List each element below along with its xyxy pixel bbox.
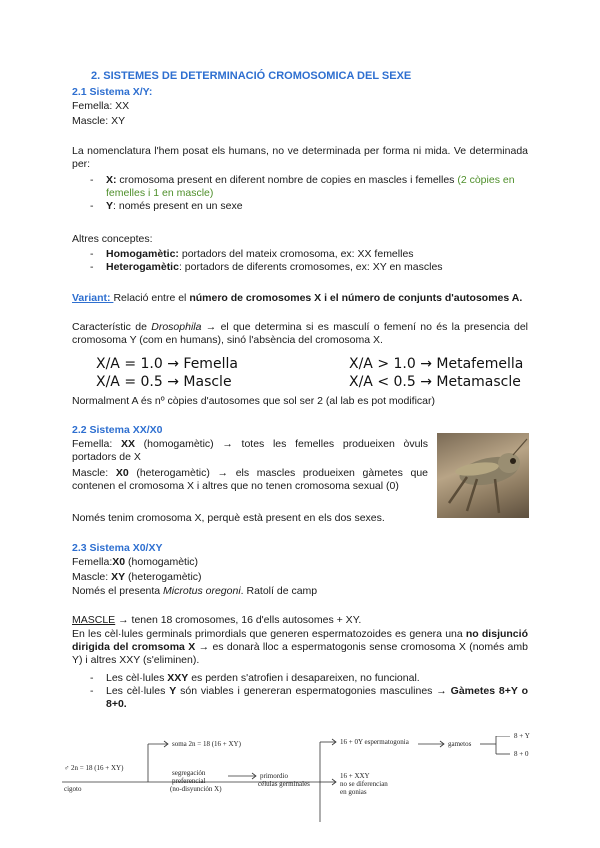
diagram-seg1: segregación [172, 769, 206, 777]
diagram-gametos: gametos [448, 740, 472, 748]
xy-definition-list [72, 174, 528, 213]
diagram-seg3: (no-disyunción X) [170, 785, 222, 793]
diagram-soma: soma 2n = 18 (16 + XY) [172, 740, 241, 748]
subsection-title-2-3: 2.3 Sistema X0/XY [72, 542, 163, 554]
subsection-title-2-1: 2.1 Sistema X/Y: [72, 86, 153, 98]
intro-paragraph: La nomenclatura l'hem posat els humans, no ve determinada per forma ni mida. Ve determinada per: [72, 145, 528, 170]
list-item: - Les cèl·lules XXY es perden s'atrofien i desapareixen, no funcional. [72, 672, 528, 685]
autosome-note: Normalment A és nº còpies d'autosomes que sol ser 2 (al lab es pot modificar) [72, 395, 436, 407]
x-label: X: [106, 174, 117, 186]
cells-list [72, 672, 528, 711]
femella-line: Femella: XX [72, 100, 130, 112]
spermatogenesis-diagram [60, 732, 550, 826]
s22-mascle: Mascle: X0 (heterogamètic) → els mascles produeixen gàmetes que contenen el cromosoma X i altres que no tenen cromosoma sexual (0) [72, 467, 428, 492]
diagram-xxy2: no se diferencian [340, 780, 388, 788]
grasshopper-photo [437, 433, 529, 518]
diagram-seg2: preferencial [172, 777, 206, 785]
section-heading: 2. SISTEMES DE DETERMINACIÓ CROMOSOMICA DEL SEXE [91, 70, 412, 82]
s22-note: Només tenim cromosoma X, perquè està present en els dos sexes. [72, 512, 385, 524]
y-label: Y [106, 200, 114, 212]
list-item: - Y: només present en un sexe [72, 200, 528, 213]
diagram-start: ♂ 2n = 18 (16 + XY) [64, 764, 124, 772]
drosophila-paragraph: Característic de Drosophila → el que determina si es masculí o femení no és la presencia del cromosoma Y (com en humans), sinó l'absència del cromosoma X. [72, 321, 528, 346]
formula-metamascle: X/A < 0.5 → Metamascle [349, 374, 521, 390]
s22-femella: Femella: XX (homogamètic) → totes les femelles produeixen òvuls portadors de X [72, 438, 428, 463]
list-item: - X: cromosoma present en diferent nombre de copies en mascles i femelles (2 còpies en femelles i 1 en mascle) [72, 174, 528, 200]
x-note: (2 còpies en femelles i 1 en mascle) [106, 174, 515, 199]
variant-paragraph: Variant: Relació entre el número de cromosomes X i el número de conjunts d'autosomes A. [72, 292, 523, 304]
diagram-xxy1: 16 + XXY [340, 772, 370, 780]
mascle-summary: MASCLE → tenen 18 cromosomes, 16 d'ells autosomes + XY. [72, 614, 362, 626]
formula-femella: X/A = 1.0 → Femella [96, 356, 238, 372]
diagram-g1: 8 + Y [514, 732, 530, 740]
s23-species: Només el presenta Microtus oregoni. Ratolí de camp [72, 585, 318, 597]
s23-femella: Femella:X0 (homogamètic) [72, 556, 199, 568]
formula-mascle: X/A = 0.5 → Mascle [96, 374, 232, 390]
diagram-prim1: primordio [260, 772, 288, 780]
diagram-esp: 16 + 0Y espermatogonia [340, 738, 409, 746]
list-item: - Les cèl·lules Y són viables i genereran espermatogonies masculines → Gàmetes 8+Y o 8+0. [72, 685, 528, 711]
diagram-cigoto: cigoto [64, 785, 82, 793]
mascle-line: Mascle: XY [72, 115, 126, 127]
diagram-prim2: células germinales [258, 780, 310, 788]
formula-metafemella: X/A > 1.0 → Metafemella [349, 356, 524, 372]
concepts-list [72, 248, 528, 274]
list-item: - Homogamètic: portadors del mateix cromosoma, ex: XX femelles [72, 248, 528, 261]
diagram-g2: 8 + 0 [514, 750, 529, 758]
germinal-paragraph: En les cèl·lules germinals primordials que generen espermatozoides es genera una no disjunció dirigida del cromsoma X → es donarà lloc a espermatogonis sense cromosoma X (només amb Y) i altres XXY (s'eliminen). [72, 628, 528, 666]
altres-label: Altres conceptes: [72, 233, 153, 245]
diagram-xxy3: en gonias [340, 788, 367, 796]
subsection-title-2-2: 2.2 Sistema XX/X0 [72, 424, 163, 436]
variant-label: Variant: [72, 292, 114, 304]
s23-mascle: Mascle: XY (heterogamètic) [72, 571, 202, 583]
list-item: - Heterogamètic: portadors de diferents cromosomes, ex: XY en mascles [72, 261, 528, 274]
